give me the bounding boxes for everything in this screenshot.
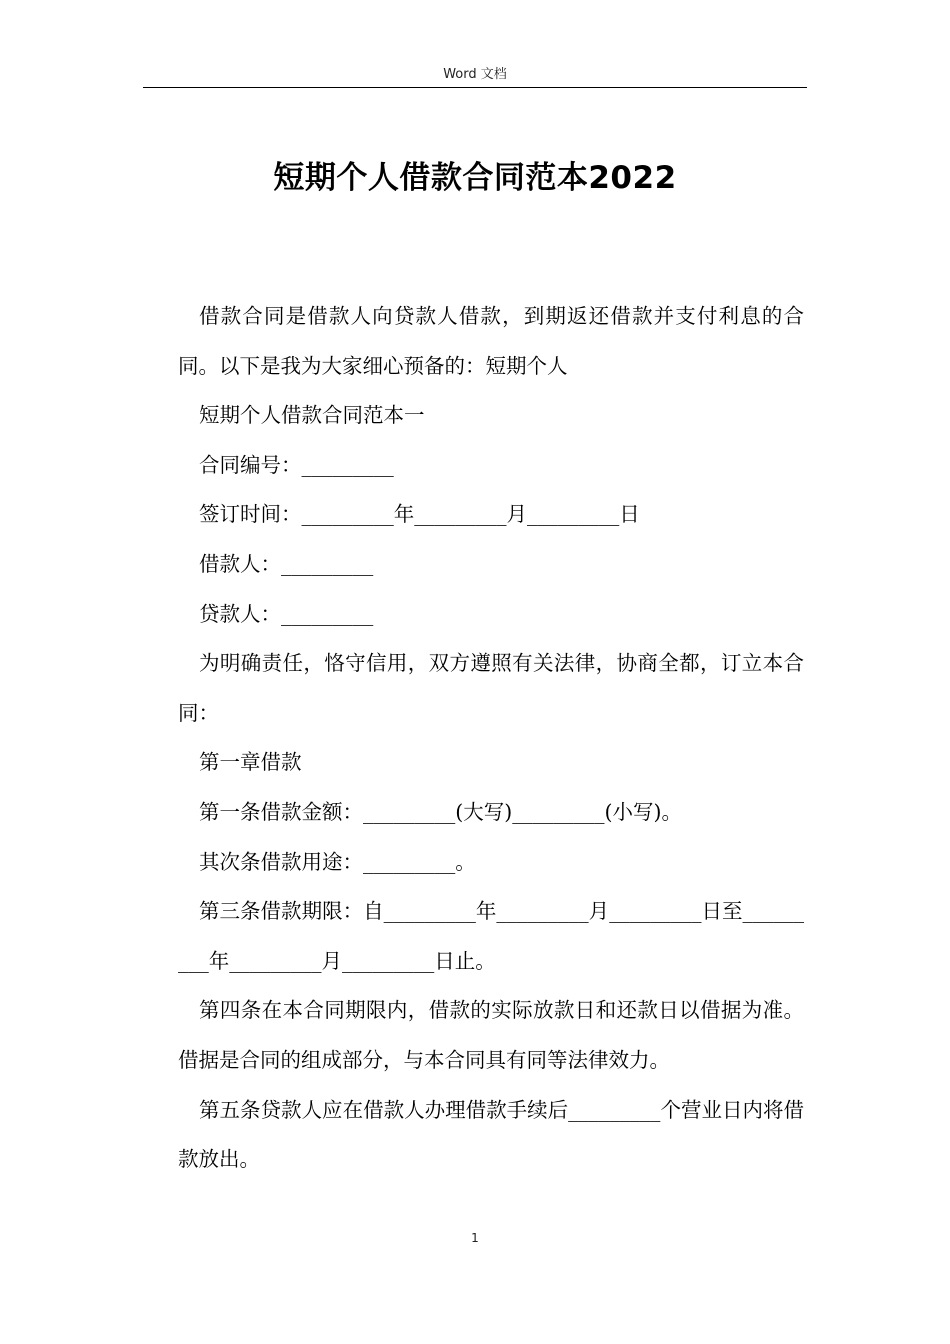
paragraph-lender: 贷款人：_________: [199, 601, 374, 626]
paragraph-article-1: 第一条借款金额：_________(大写)_________(小写)。: [199, 799, 682, 824]
paragraph-intro: 借款合同是借款人向贷款人借款，到期返还借款并支付利息的合同。以下是我为大家细心预备的：短期个人: [178, 304, 804, 378]
paragraph-chapter-one: 第一章借款: [199, 750, 302, 775]
header-divider: [143, 87, 807, 88]
paragraph-article-3: 第三条借款期限：自_________年_________月_________日至_________年_________月_________日止。: [178, 899, 804, 973]
paragraph-section-heading: 短期个人借款合同范本一: [199, 403, 425, 428]
paragraph-borrower: 借款人：_________: [199, 551, 374, 576]
paragraph-article-5: 第五条贷款人应在借款人办理借款手续后_________个营业日内将借款放出。: [178, 1097, 804, 1172]
paragraph-article-4: 第四条在本合同期限内，借款的实际放款日和还款日以借据为准。借据是合同的组成部分，与本合同具有同等法律效力。: [178, 998, 804, 1072]
page-header: Word 文档: [443, 67, 507, 82]
document-title: 短期个人借款合同范本2022: [273, 160, 677, 196]
paragraph-preamble: 为明确责任，恪守信用，双方遵照有关法律，协商全都，订立本合同：: [178, 651, 804, 725]
paragraph-contract-number: 合同编号：_________: [199, 452, 394, 477]
document-body: [178, 292, 804, 1185]
paragraph-article-2: 其次条借款用途：_________。: [199, 849, 476, 874]
page-number: 1: [471, 1231, 479, 1245]
paragraph-signing-date: 签订时间：_________年_________月_________日: [199, 502, 640, 527]
